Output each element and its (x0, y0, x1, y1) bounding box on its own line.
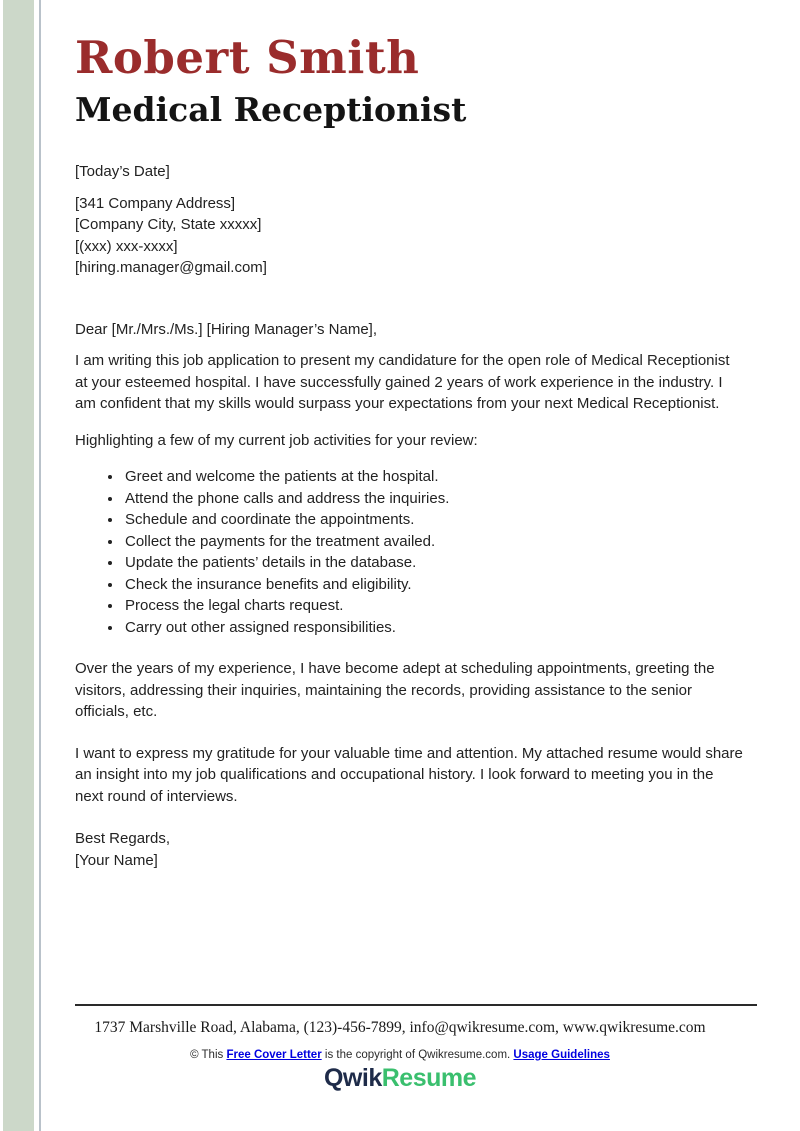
list-item: • Carry out other assigned responsibilities. (123, 617, 743, 639)
address-line: [341 Company Address] (75, 194, 236, 212)
recipient-address-block (75, 193, 743, 279)
address-line: [Company City, State xxxxx] (75, 216, 262, 234)
salutation: Dear [Mr./Mrs./Ms.] [Hiring Manager’s Name], (75, 320, 378, 338)
copyright-text: is the copyright of Qwikresume.com. (321, 1049, 514, 1061)
page-edge-divider (39, 0, 41, 1131)
list-item: • Schedule and coordinate the appointments. (123, 509, 743, 531)
copyright-text: © This (190, 1049, 227, 1061)
qwikresume-logo (40, 1064, 760, 1093)
signature-placeholder: [Your Name] (75, 851, 158, 869)
address-line: [(xxx) xxx-xxxx] (75, 237, 178, 255)
experience-paragraph: Over the years of my experience, I have become adept at scheduling appointments, greeting the visitors, addressing their inquiries, maintaining the records, providing assistance to the senior officials, etc. (75, 660, 715, 721)
footer-contact-line: 1737 Marshville Road, Alabama, (123)-456-7899, info@qwikresume.com, www.qwikresume.com (94, 1019, 706, 1036)
cover-letter-document (75, 0, 743, 871)
list-item: • Attend the phone calls and address the inquiries. (123, 488, 743, 510)
date-placeholder: [Today’s Date] (75, 163, 170, 181)
candidate-name: Robert Smith (75, 31, 420, 84)
footer-divider-line (75, 1004, 757, 1006)
list-item: • Greet and welcome the patients at the hospital. (123, 466, 743, 488)
usage-guidelines-link[interactable]: Usage Guidelines (513, 1049, 610, 1061)
job-title-heading: Medical Receptionist (75, 90, 467, 130)
logo-qwik-text: Qwik (323, 1064, 382, 1092)
list-item: • Check the insurance benefits and eligibility. (123, 574, 743, 596)
address-line: [hiring.manager@gmail.com] (75, 259, 267, 277)
list-item: • Update the patients’ details in the database. (123, 552, 743, 574)
highlight-line: Highlighting a few of my current job activities for your review: (75, 431, 478, 449)
closing-regards: Best Regards, (75, 830, 171, 848)
left-accent-strip (3, 0, 34, 1131)
job-activities-list (75, 466, 743, 638)
closing-block (75, 828, 743, 871)
intro-paragraph: I am writing this job application to present my candidature for the open role of Medical Receptionist at your esteemed hospital. I have successfully gained 2 years of work experience in the industry. I am confident that my skills would surpass your expectations from your next Medical Receptionist. (75, 352, 730, 413)
list-item: • Process the legal charts request. (123, 595, 743, 617)
list-item: • Collect the payments for the treatment availed. (123, 531, 743, 553)
free-cover-letter-link[interactable]: Free Cover Letter (226, 1049, 322, 1061)
gratitude-paragraph: I want to express my gratitude for your valuable time and attention. My attached resume would share an insight into my job qualifications and occupational history. I look forward to meeting you in the next round of interviews. (75, 744, 743, 805)
footer-copyright-line (40, 1049, 760, 1061)
logo-resume-text: Resume (381, 1064, 476, 1092)
